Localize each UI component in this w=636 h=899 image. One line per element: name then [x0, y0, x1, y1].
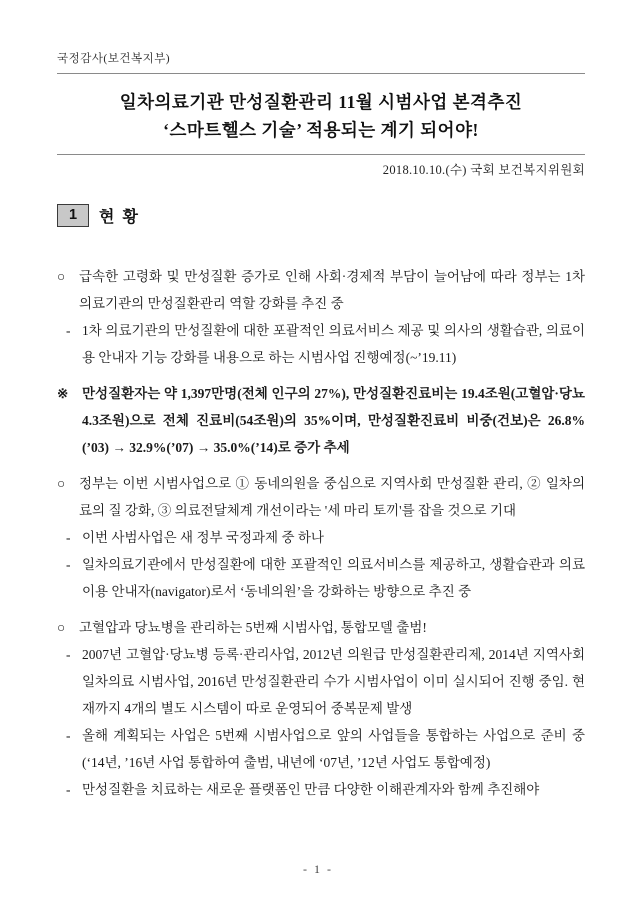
sub-bullet-paragraph	[57, 776, 585, 803]
date-committee-line: 2018.10.10.(수) 국회 보건복지위원회	[382, 163, 585, 177]
paragraph-group-2	[57, 380, 585, 461]
paragraph-text: 고혈압과 당뇨병을 관리하는 5번째 시범사업, 통합모델 출범!	[79, 620, 427, 635]
title-line-1: 일차의료기관 만성질환관리 11월 시범사업 본격추진	[119, 92, 523, 112]
paragraph-text: 이번 사범사업은 새 정부 국정과제 중 하나	[82, 530, 324, 545]
sub-bullet-paragraph	[57, 722, 585, 776]
paragraph-group-3	[57, 470, 585, 605]
paragraph-text: 정부는 이번 시범사업으로 ① 동네의원을 중심으로 지역사회 만성질환 관리, ② 일차의료의 질 강화, ③ 의료전달체계 개선이라는 '세 마리 토끼'를 잡을 것으로 기대	[79, 476, 585, 518]
paragraph-text: 만성질환을 치료하는 새로운 플랫폼인 만큼 다양한 이해관계자와 함께 추진해야	[82, 782, 540, 797]
paragraph-group-4	[57, 614, 585, 803]
dash-bullet-marker: -	[66, 647, 71, 662]
dash-bullet-marker: -	[66, 530, 71, 545]
sub-bullet-paragraph	[57, 524, 585, 551]
sub-bullet-paragraph	[57, 317, 585, 371]
page-number: - 1 -	[303, 862, 333, 876]
title-divider	[57, 154, 585, 155]
bullet-paragraph	[57, 470, 585, 524]
paragraph-text: 급속한 고령화 및 만성질환 증가로 인해 사회·경제적 부담이 늘어남에 따라 정부는 1차 의료기관의 만성질환관리 역할 강화를 추진 중	[79, 269, 585, 311]
bullet-paragraph	[57, 614, 585, 641]
paragraph-text: 올해 계획되는 사업은 5번째 시범사업으로 앞의 사업들을 통합하는 사업으로 준비 중(‘14년, ’16년 사업 통합하여 출범, 내년에 ‘07년, ’12년 사업도 통합예정)	[82, 728, 585, 770]
section-number-badge: 1	[57, 204, 89, 227]
document-kicker: 국정감사(보건복지부)	[57, 50, 585, 74]
document-title	[57, 88, 585, 144]
section-title: 현 황	[99, 209, 140, 226]
paragraph-text: 2007년 고혈압·당뇨병 등록·관리사업, 2012년 의원급 만성질환관리제, 2014년 지역사회 일차의료 시범사업, 2016년 만성질환관리 수가 시범사업이 이미 실시되어 진행 중임. 현재까지 4개의 별도 시스템이 따로 운영되어 중복문제 발생	[82, 647, 585, 716]
title-line-2: ‘스마트헬스 기술’ 적용되는 계기 되어야!	[163, 120, 479, 140]
dash-bullet-marker: -	[66, 728, 71, 743]
section-heading	[57, 204, 585, 227]
paragraph-text: 1차 의료기관의 만성질환에 대한 포괄적인 의료서비스 제공 및 의사의 생활습관, 의료이용 안내자 기능 강화를 내용으로 하는 시범사업 진행예정(~’19.11)	[82, 323, 585, 365]
sub-bullet-paragraph	[57, 641, 585, 722]
dash-bullet-marker: -	[66, 782, 71, 797]
paragraph-text: 일차의료기관에서 만성질환에 대한 포괄적인 의료서비스를 제공하고, 생활습관과 의료이용 안내자(navigator)로서 ‘동네의원’을 강화하는 방향으로 추진 중	[82, 557, 585, 599]
reference-mark: ※	[57, 386, 69, 401]
bullet-paragraph	[57, 263, 585, 317]
dash-bullet-marker: -	[66, 323, 71, 338]
note-paragraph	[57, 380, 585, 461]
paragraph-group-1	[57, 263, 585, 371]
circle-bullet-marker: ○	[57, 476, 66, 491]
circle-bullet-marker: ○	[57, 269, 66, 284]
sub-bullet-paragraph	[57, 551, 585, 605]
paragraph-text: 만성질환자는 약 1,397만명(전체 인구의 27%), 만성질환진료비는 19.4조원(고혈압·당뇨 4.3조원)으로 전체 진료비(54조원)의 35%이며, 만성질환진료비 비중(건보)은 26.8%(’03) → 32.9%(’07) → 35.0%(’14)로 증가 추세	[82, 386, 585, 455]
circle-bullet-marker: ○	[57, 620, 66, 635]
dash-bullet-marker: -	[66, 557, 71, 572]
